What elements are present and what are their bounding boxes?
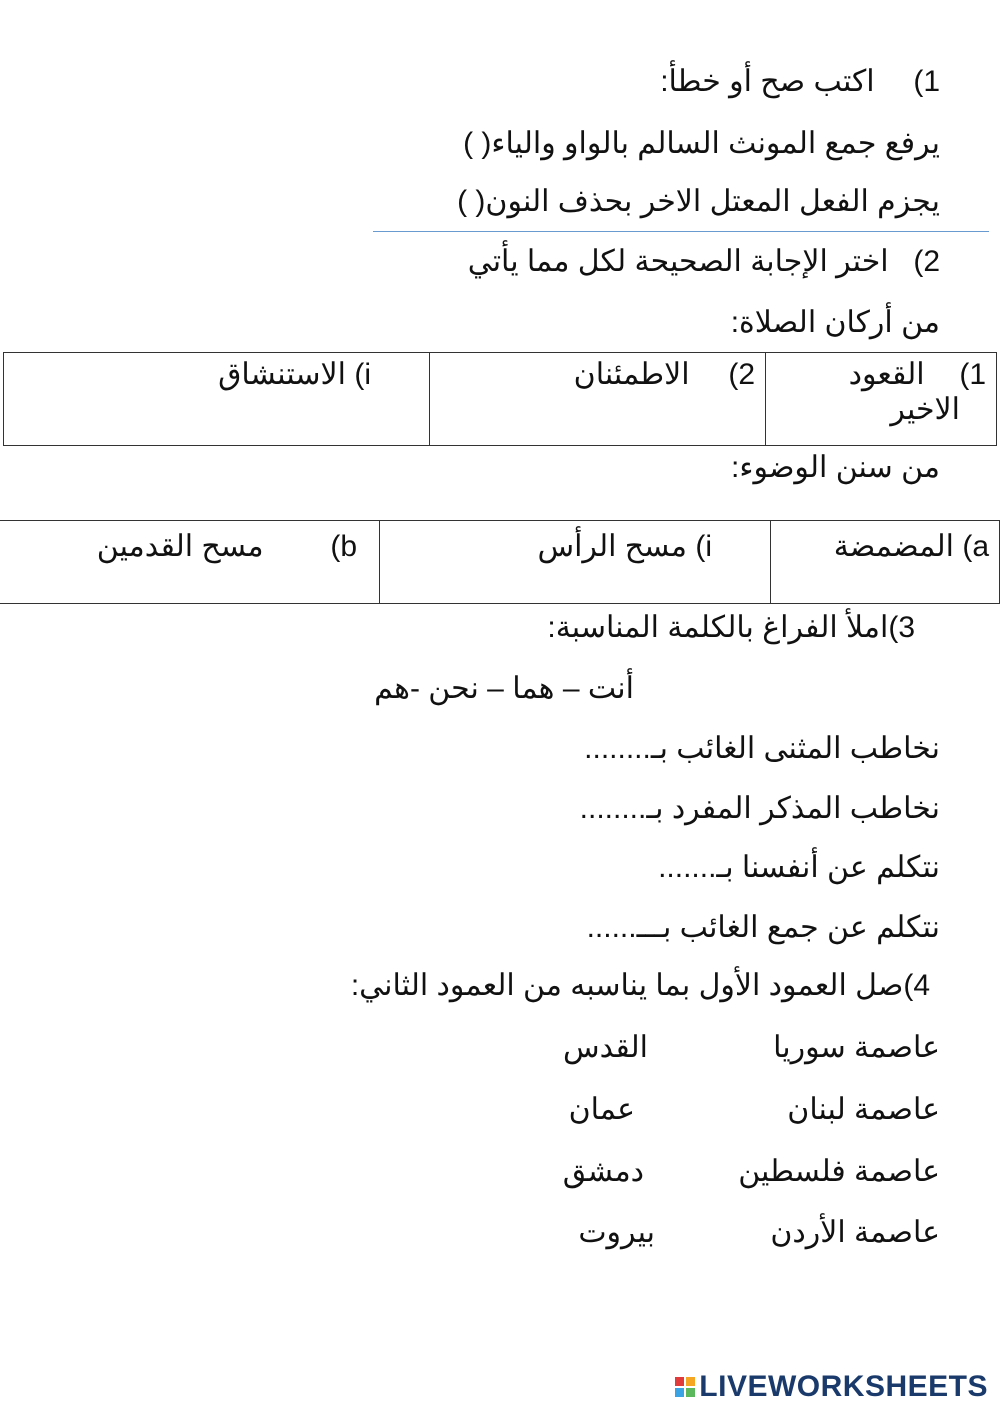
option-i-mark: i) <box>695 530 712 563</box>
q4-number: 4) <box>903 969 930 1002</box>
q3-title: املأ الفراغ بالكلمة المناسبة: <box>547 611 889 644</box>
q4-right-item-2[interactable]: عمان <box>568 1093 635 1126</box>
q2-heading <box>468 244 940 279</box>
option-a-text: المضمضة <box>833 530 954 563</box>
q3-heading <box>547 610 915 645</box>
q2-options-table-1 <box>3 352 997 446</box>
option-1-mark: 1) <box>959 358 986 391</box>
liveworksheets-logo[interactable] <box>675 1370 988 1404</box>
logo-grid-icon <box>675 1377 695 1397</box>
q3-blank-4[interactable]: نتكلم عن جمع الغائب بـــ...... <box>586 911 940 944</box>
q2-subheading-2: من سنن الوضوء: <box>731 451 940 484</box>
option-i-text: مسح الرأس <box>537 530 687 563</box>
option-2-text: الاطمئنان <box>573 358 690 391</box>
q1-statement-1[interactable]: يرفع جمع المونث السالم بالواو والياء( ) <box>463 127 940 160</box>
q3-word-bank: أنت – هما – نحن -هم <box>374 672 634 705</box>
q2-title: اختر الإجابة الصحيحة لكل مما يأتي <box>467 245 889 278</box>
option-3-text: الاستنشاق <box>218 358 346 391</box>
q1-title: اكتب صح أو خطأ: <box>660 65 875 98</box>
option-1-cell[interactable] <box>766 353 997 446</box>
q3-number: 3) <box>888 611 915 644</box>
logo-square-blue <box>675 1388 684 1397</box>
option-b-cell[interactable] <box>0 521 380 604</box>
logo-text: LIVEWORKSHEETS <box>699 1370 988 1403</box>
q2-options-table-2 <box>0 520 1000 604</box>
q3-blank-3[interactable]: نتكلم عن أنفسنا بـ....... <box>658 851 940 884</box>
q3-blank-1[interactable]: نخاطب المثنى الغائب بـ........ <box>584 732 940 765</box>
option-i-cell[interactable] <box>380 521 771 604</box>
q4-left-item-3[interactable]: عاصمة فلسطين <box>738 1155 940 1188</box>
option-1-text: القعود <box>848 358 925 391</box>
logo-square-orange <box>686 1377 695 1386</box>
q4-right-item-1[interactable]: القدس <box>562 1031 648 1064</box>
q4-right-item-3[interactable]: دمشق <box>562 1155 644 1188</box>
q2-number: 2) <box>913 245 940 278</box>
q4-left-item-4[interactable]: عاصمة الأردن <box>770 1216 940 1249</box>
option-a-mark: a) <box>962 530 989 563</box>
option-1-text-2: الاخير <box>890 393 960 426</box>
q4-left-item-2[interactable]: عاصمة لبنان <box>787 1093 940 1126</box>
logo-square-red <box>675 1377 684 1386</box>
q4-heading <box>351 968 930 1003</box>
q3-blank-2[interactable]: نخاطب المذكر المفرد بـ........ <box>579 792 940 825</box>
option-b-text: مسح القدمين <box>96 530 264 563</box>
q4-right-item-4[interactable]: بيروت <box>578 1216 655 1249</box>
logo-square-green <box>686 1388 695 1397</box>
option-2-mark: 2) <box>728 358 755 391</box>
option-a-cell[interactable] <box>771 521 1000 604</box>
q1-heading <box>660 64 940 99</box>
q1-number: 1) <box>913 65 940 98</box>
section-divider <box>373 231 989 232</box>
option-b-mark: b) <box>330 530 357 563</box>
option-3-mark: i) <box>354 358 371 391</box>
q1-statement-2[interactable]: يجزم الفعل المعتل الاخر بحذف النون( ) <box>457 185 940 218</box>
option-2-cell[interactable] <box>430 353 766 446</box>
option-3-cell[interactable] <box>4 353 430 446</box>
q4-left-item-1[interactable]: عاصمة سوريا <box>773 1031 940 1064</box>
q2-subheading-1: من أركان الصلاة: <box>730 306 940 339</box>
q4-title: صل العمود الأول بما يناسبه من العمود الثاني: <box>350 969 904 1002</box>
